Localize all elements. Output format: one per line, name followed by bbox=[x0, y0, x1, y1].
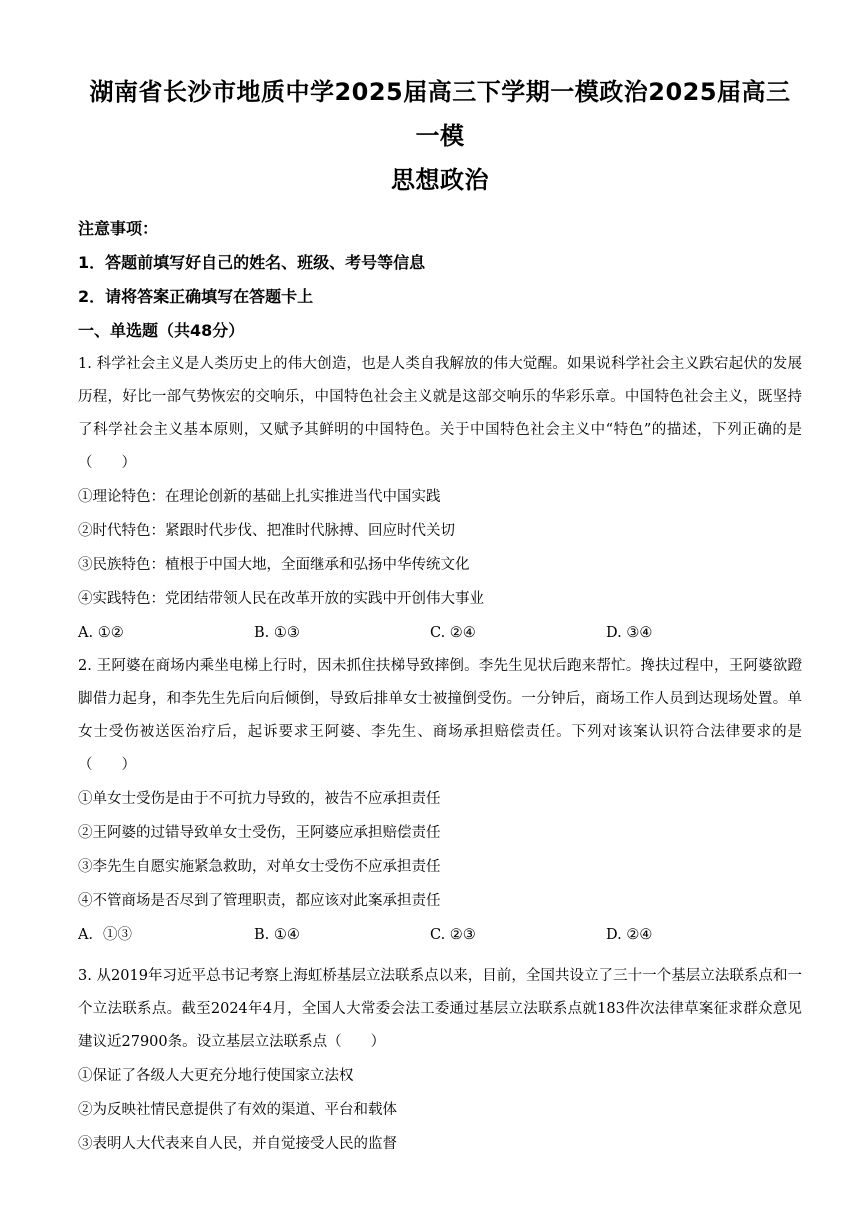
choice-c: C. ②④ bbox=[430, 625, 476, 641]
choice-a: A．①③ bbox=[78, 927, 132, 943]
question-option: ②时代特色：紧跟时代步伐、把准时代脉搏、回应时代关切 bbox=[78, 523, 455, 539]
section-heading: 一、单选题（共48分） bbox=[78, 321, 245, 340]
question-option: ④不管商场是否尽到了管理职责，都应该对此案承担责任 bbox=[78, 893, 441, 909]
choice-b: B. ①③ bbox=[254, 625, 300, 641]
question-option: ①单女士受伤是由于不可抗力导致的，被告不应承担责任 bbox=[78, 791, 441, 807]
notice-heading: 注意事项： bbox=[78, 219, 159, 238]
choice-d: D. ②④ bbox=[606, 927, 653, 943]
answer-choices bbox=[78, 918, 802, 952]
notice-item: 1．答题前填写好自己的姓名、班级、考号等信息 bbox=[78, 253, 426, 272]
exam-title bbox=[78, 70, 802, 202]
title-line-1: 湖南省长沙市地质中学2025届高三下学期一模政治2025届高三一模 bbox=[89, 78, 791, 150]
question-option: ①理论特色：在理论创新的基础上扎实推进当代中国实践 bbox=[78, 489, 441, 505]
question-option: ②王阿婆的过错导致单女士受伤，王阿婆应承担赔偿责任 bbox=[78, 825, 441, 841]
choice-d: D. ③④ bbox=[606, 625, 653, 641]
notice-block bbox=[78, 212, 802, 314]
answer-choices bbox=[78, 616, 802, 650]
notice-item: 2．请将答案正确填写在答题卡上 bbox=[78, 287, 314, 306]
question-option: ①保证了各级人大更充分地行使国家立法权 bbox=[78, 1068, 354, 1084]
question-option: ②为反映社情民意提供了有效的渠道、平台和载体 bbox=[78, 1102, 397, 1118]
choice-b: B. ①④ bbox=[254, 927, 300, 943]
question-2 bbox=[78, 650, 802, 952]
question-option: ③李先生自愿实施紧急救助，对单女士受伤不应承担责任 bbox=[78, 859, 441, 875]
title-line-2: 思想政治 bbox=[391, 166, 489, 194]
question-option: ④实践特色：党团结带领人民在改革开放的实践中开创伟大事业 bbox=[78, 591, 484, 607]
question-option: ③民族特色：植根于中国大地，全面继承和弘扬中华传统文化 bbox=[78, 557, 470, 573]
question-stem: 1. 科学社会主义是人类历史上的伟大创造，也是人类自我解放的伟大觉醒。如果说科学社会主义跌宕起伏的发展历程，好比一部气势恢宏的交响乐，中国特色社会主义就是这部交响乐的华彩乐章。中国特色社会主义，既坚持了科学社会主义基本原则，又赋予其鲜明的中国特色。关于中国特色社会主义中“特色”的描述，下列正确的是（ ） bbox=[78, 356, 802, 471]
question-3 bbox=[78, 960, 802, 1161]
question-stem: 2. 王阿婆在商场内乘坐电梯上行时，因未抓住扶梯导致摔倒。李先生见状后跑来帮忙。搀扶过程中，王阿婆欲蹬脚借力起身，和李先生先后向后倾倒，导致后排单女士被撞倒受伤。一分钟后，商场工作人员到达现场处置。单女士受伤被送医治疗后，起诉要求王阿婆、李先生、商场承担赔偿责任。下列对该案认识符合法律要求的是（ ） bbox=[78, 658, 802, 773]
spacer bbox=[78, 952, 802, 960]
question-option: ③表明人大代表来自人民，并自觉接受人民的监督 bbox=[78, 1136, 397, 1152]
question-1 bbox=[78, 348, 802, 650]
choice-a: A. ①② bbox=[78, 625, 124, 641]
choice-c: C. ②③ bbox=[430, 927, 476, 943]
question-stem: 3. 从2019年习近平总书记考察上海虹桥基层立法联系点以来，目前，全国共设立了三十一个基层立法联系点和一个立法联系点。截至2024年4月，全国人大常委会法工委通过基层立法联系点就183件次法律草案征求群众意见建议近27900条。设立基层立法联系点（ ） bbox=[78, 968, 802, 1050]
